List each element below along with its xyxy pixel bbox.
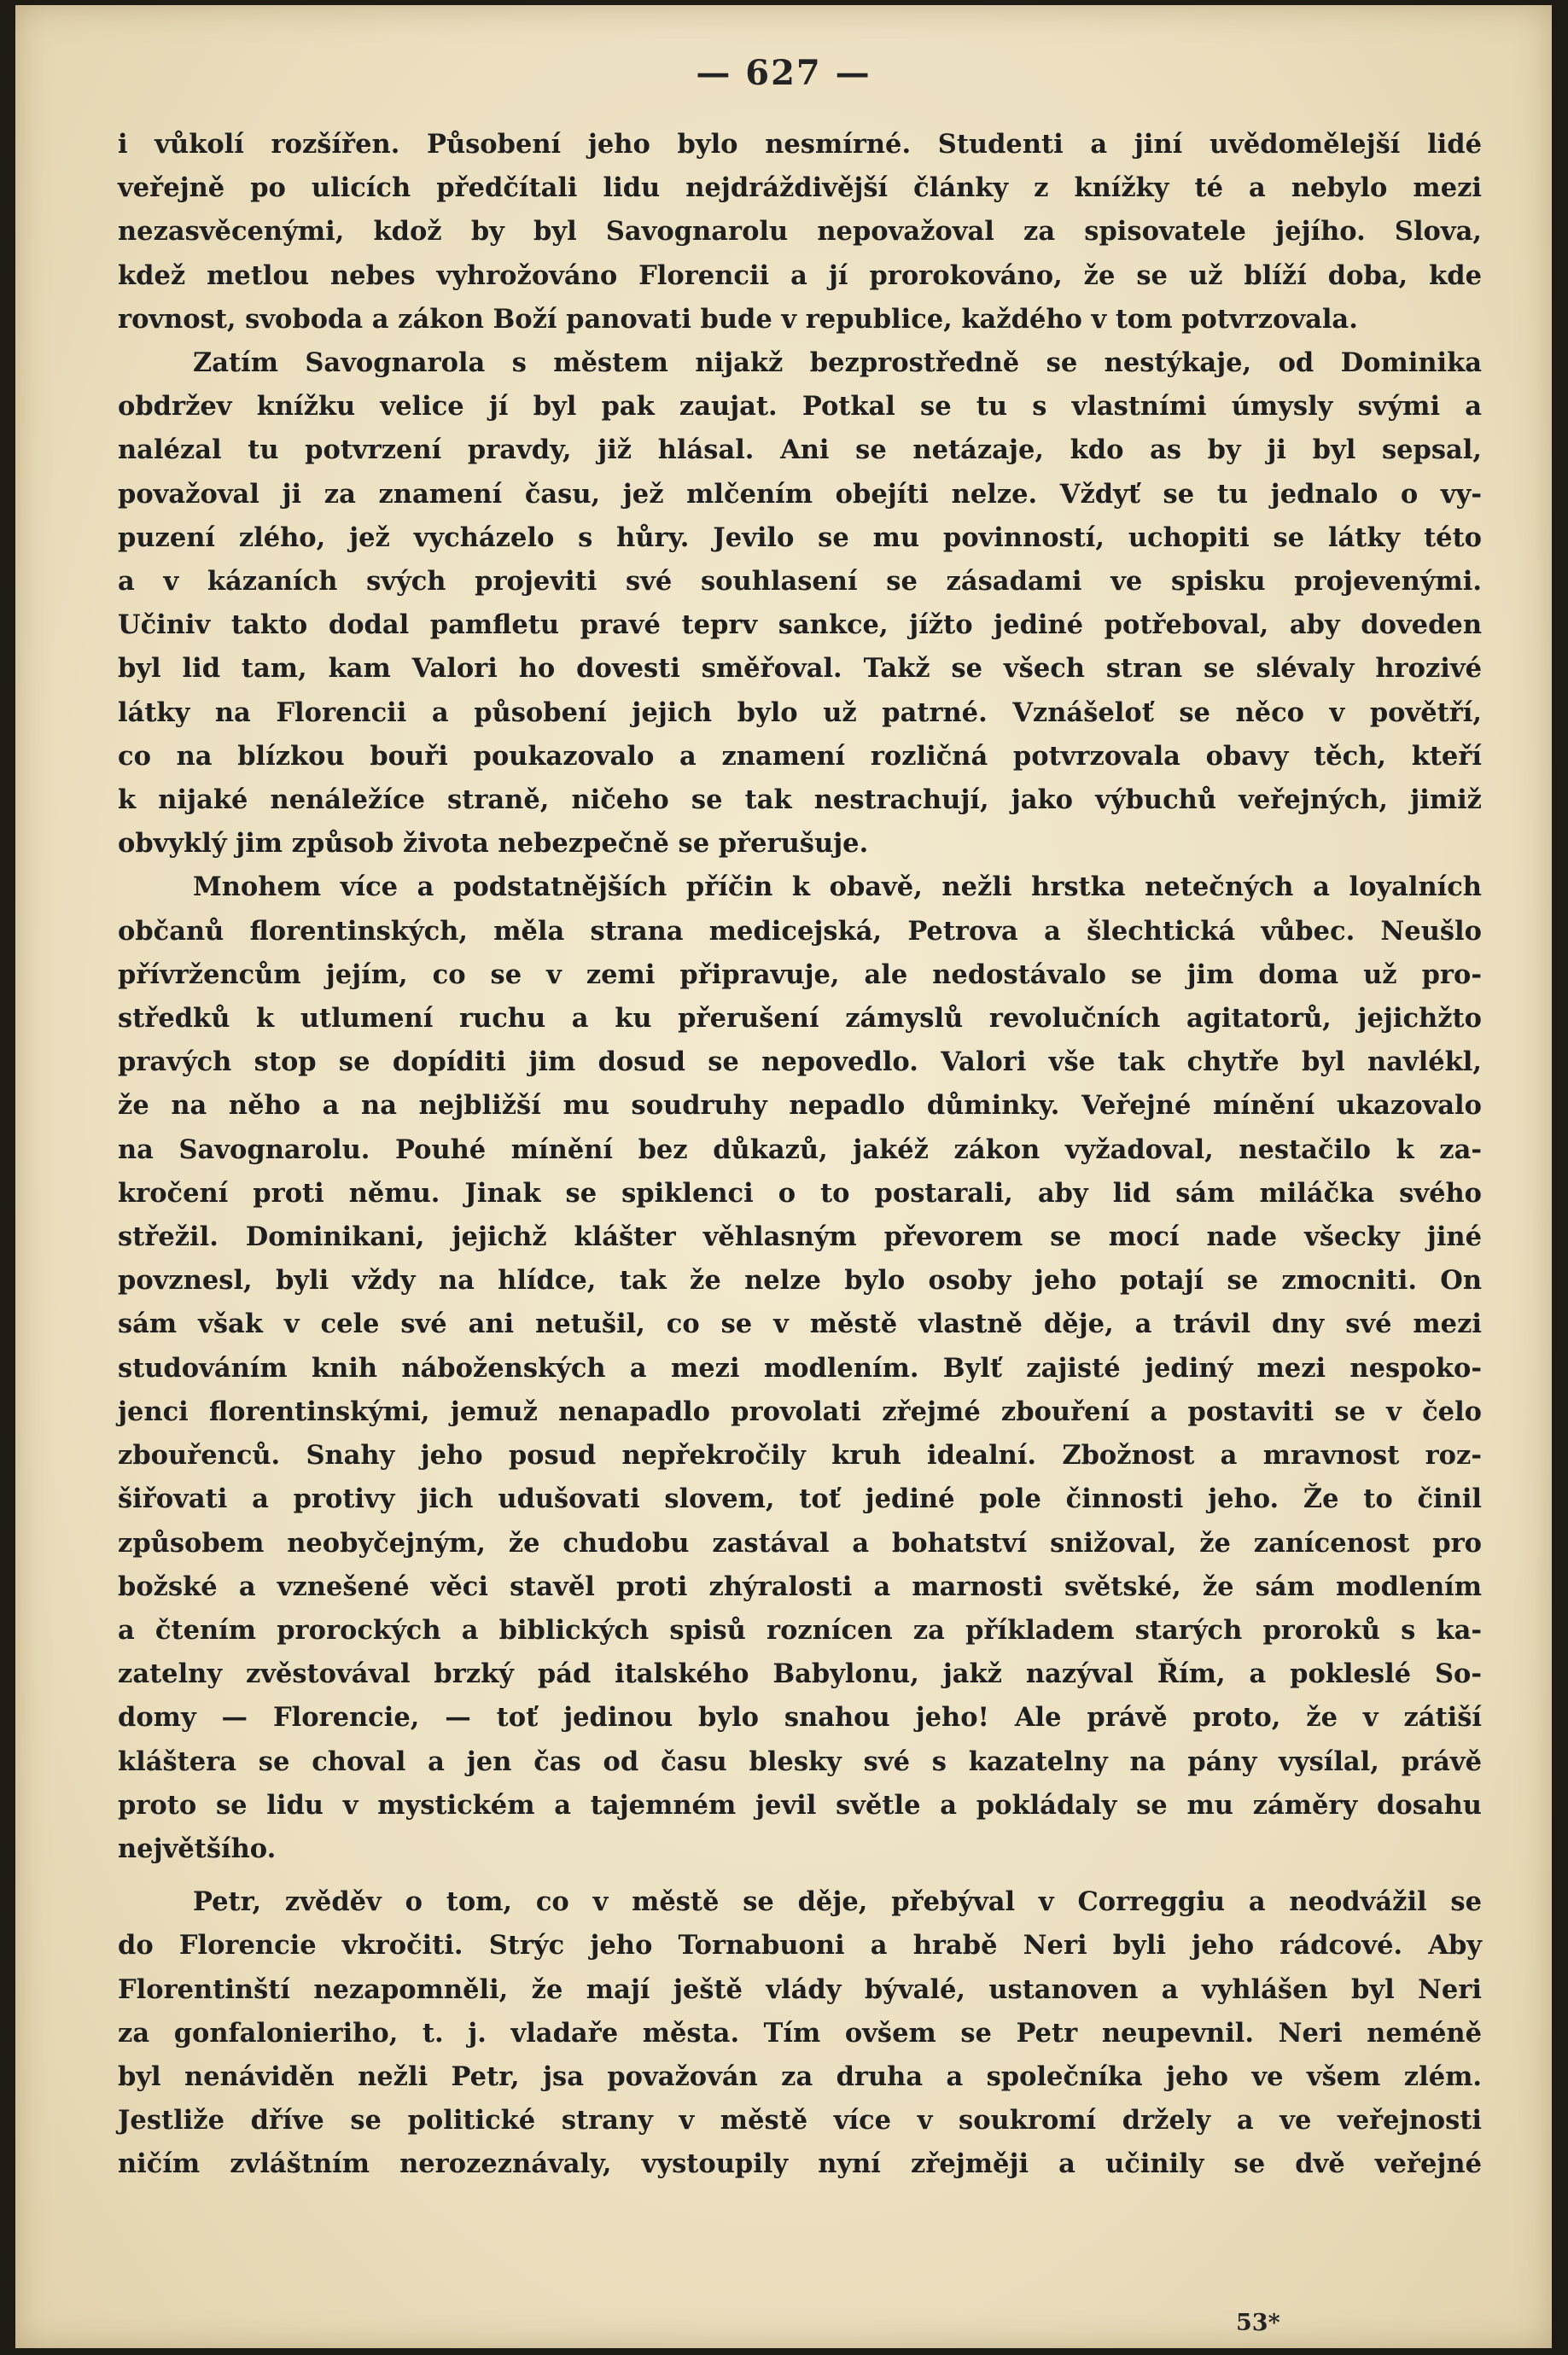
text-line: ničím zvláštním nerozeznávaly, vystoupily nyní zřejměji a učinily se dvě veřejné xyxy=(118,2148,1482,2180)
text-line: božské a vznešené věci stavěl proti zhýralosti a marnosti světské, že sám modlením xyxy=(118,1571,1482,1602)
text-line: sám však v cele své ani netušil, co se v městě vlastně děje, a trávil dny své mezi xyxy=(118,1309,1482,1340)
text-line: k nijaké nenáležíce straně, ničeho se tak nestrachují, jako výbuchů veřejných, jimiž xyxy=(118,784,1482,816)
text-line: povznesl, byli vždy na hlídce, tak že nelze bylo osoby jeho potají se zmocniti. On xyxy=(118,1265,1482,1297)
text-line: Jestliže dříve se politické strany v městě více v soukromí držely a ve veřejnosti xyxy=(118,2105,1482,2136)
text-line: obdržev knížku velice jí byl pak zaujat. Potkal se tu s vlastními úmysly svými a xyxy=(118,391,1482,423)
text-line: Florentinští nezapomněli, že mají ještě vlády bývalé, ustanoven a vyhlášen byl Neri xyxy=(118,1973,1482,2005)
text-line: Zatím Savognarola s městem nijakž bezprostředně se nestýkaje, od Dominika xyxy=(193,347,1482,379)
text-line: nalézal tu potvrzení pravdy, již hlásal. Ani se netázaje, kdo as by ji byl sepsal, xyxy=(118,434,1482,466)
text-line: kdež metlou nebes vyhrožováno Florencii a jí prorokováno, že se už blíží doba, kde xyxy=(118,259,1482,291)
text-line: rovnost, svoboda a zákon Boží panovati bude v republice, každého v tom potvrzovala. xyxy=(118,303,1358,335)
text-line: považoval ji za znamení času, jež mlčením obejíti nelze. Vždyť se tu jednalo o vy- xyxy=(118,478,1482,510)
text-line: i vůkolí rozšířen. Působení jeho bylo nesmírné. Studenti a jiní uvědomělejší lidé xyxy=(118,129,1482,160)
text-line: středků k utlumení ruchu a ku přerušení zámyslů revolučních agitatorů, jejichžto xyxy=(118,1003,1482,1035)
text-line: že na něho a na nejbližší mu soudruhy nepadlo důminky. Veřejné mínění ukazovalo xyxy=(118,1090,1482,1122)
text-line: veřejně po ulicích předčítali lidu nejdráždivější články z knížky té a nebylo mezi xyxy=(118,172,1482,204)
text-line: puzení zlého, jež vycházelo s hůry. Jevilo se mu povinností, uchopiti se látky této xyxy=(118,522,1482,553)
text-line: do Florencie vkročiti. Strýc jeho Tornabuoni a hrabě Neri byli jeho rádcové. Aby xyxy=(118,1930,1482,1962)
page-number: — 627 — xyxy=(696,53,871,93)
text-line: Petr, zvěděv o tom, co v městě se děje, přebýval v Correggiu a neodvážil se xyxy=(193,1886,1482,1918)
text-line: na Savognarolu. Pouhé mínění bez důkazů, jakéž zákon vyžadoval, nestačilo k za- xyxy=(118,1134,1482,1165)
text-line: kročení proti němu. Jinak se spiklenci o to postarali, aby lid sám miláčka svého xyxy=(118,1177,1482,1209)
text-line: domy — Florencie, — toť jedinou bylo snahou jeho! Ale právě proto, že v zátiší xyxy=(118,1702,1482,1734)
paragraph-gap xyxy=(118,1871,1482,1880)
text-line: střežil. Dominikani, jejichž klášter věhlasným převorem se mocí nade všecky jiné xyxy=(118,1221,1482,1253)
text-line: látky na Florencii a působení jejich bylo už patrné. Vznášeloť se něco v povětří, xyxy=(118,697,1482,728)
text-line: proto se lidu v mystickém a tajemném jevil světle a pokládaly se mu záměry dosahu xyxy=(118,1789,1482,1821)
body-text xyxy=(118,123,1482,2187)
book-page xyxy=(15,5,1552,2348)
text-line: zbouřenců. Snahy jeho posud nepřekročily kruh idealní. Zbožnost a mravnost roz- xyxy=(118,1440,1482,1472)
text-line: a čtením prorockých a biblických spisů roznícen za příkladem starých proroků s ka- xyxy=(118,1614,1482,1646)
text-line: obvyklý jim způsob života nebezpečně se přerušuje. xyxy=(118,828,869,860)
text-line: způsobem neobyčejným, že chudobu zastával a bohatství snižoval, že zanícenost pro xyxy=(118,1527,1482,1559)
text-line: občanů florentinských, měla strana medicejská, Petrova a šlechtická vůbec. Neušlo xyxy=(118,915,1482,947)
signature-mark: 53* xyxy=(1236,2310,1280,2336)
paragraph-1 xyxy=(118,123,1482,341)
text-line: jenci florentinskými, jemuž nenapadlo provolati zřejmé zbouření a postaviti se v čelo xyxy=(118,1396,1482,1427)
text-line: Učiniv takto dodal pamfletu pravé teprv sankce, jížto jediné potřeboval, aby doveden xyxy=(118,609,1482,641)
text-line: byl nenáviděn nežli Petr, jsa považován za druha a společníka jeho ve všem zlém. xyxy=(118,2061,1482,2092)
text-line: nezasvěcenými, kdož by byl Savognarolu nepovažoval za spisovatele jejího. Slova, xyxy=(118,216,1482,248)
text-line: šiřovati a protivy jich udušovati slovem, toť jediné pole činnosti jeho. Že to činil xyxy=(118,1484,1482,1515)
text-line: byl lid tam, kam Valori ho dovesti směřoval. Takž se všech stran se slévaly hrozivé xyxy=(118,653,1482,685)
text-line: zatelny zvěstovával brzký pád italského Babylonu, jakž nazýval Řím, a pokleslé So- xyxy=(118,1658,1482,1690)
text-line: a v kázaních svých projeviti své souhlasení se zásadami ve spisku projevenými. xyxy=(118,566,1482,597)
text-line: pravých stop se dopíditi jim dosud se nepovedlo. Valori vše tak chytře byl navlékl, xyxy=(118,1046,1482,1078)
paragraph-3 xyxy=(118,866,1482,1871)
text-line: největšího. xyxy=(118,1833,277,1864)
text-line: přívržencům jejím, co se v zemi připravuje, ale nedostávalo se jim doma už pro- xyxy=(118,959,1482,990)
text-line: za gonfalonieriho, t. j. vladaře města. Tím ovšem se Petr neupevnil. Neri neméně xyxy=(118,2017,1482,2049)
text-line: kláštera se choval a jen čas od času blesky své s kazatelny na pány vysílal, právě xyxy=(118,1746,1482,1777)
text-line: co na blízkou bouři poukazovalo a znamení rozličná potvrzovala obavy těch, kteří xyxy=(118,740,1482,772)
text-line: studováním knih náboženských a mezi modlením. Bylť zajisté jediný mezi nespoko- xyxy=(118,1352,1482,1384)
text-line: Mnohem více a podstatnějších příčin k obavě, nežli hrstka netečných a loyalních xyxy=(193,871,1482,903)
paragraph-2 xyxy=(118,341,1482,866)
paragraph-4 xyxy=(118,1880,1482,2186)
